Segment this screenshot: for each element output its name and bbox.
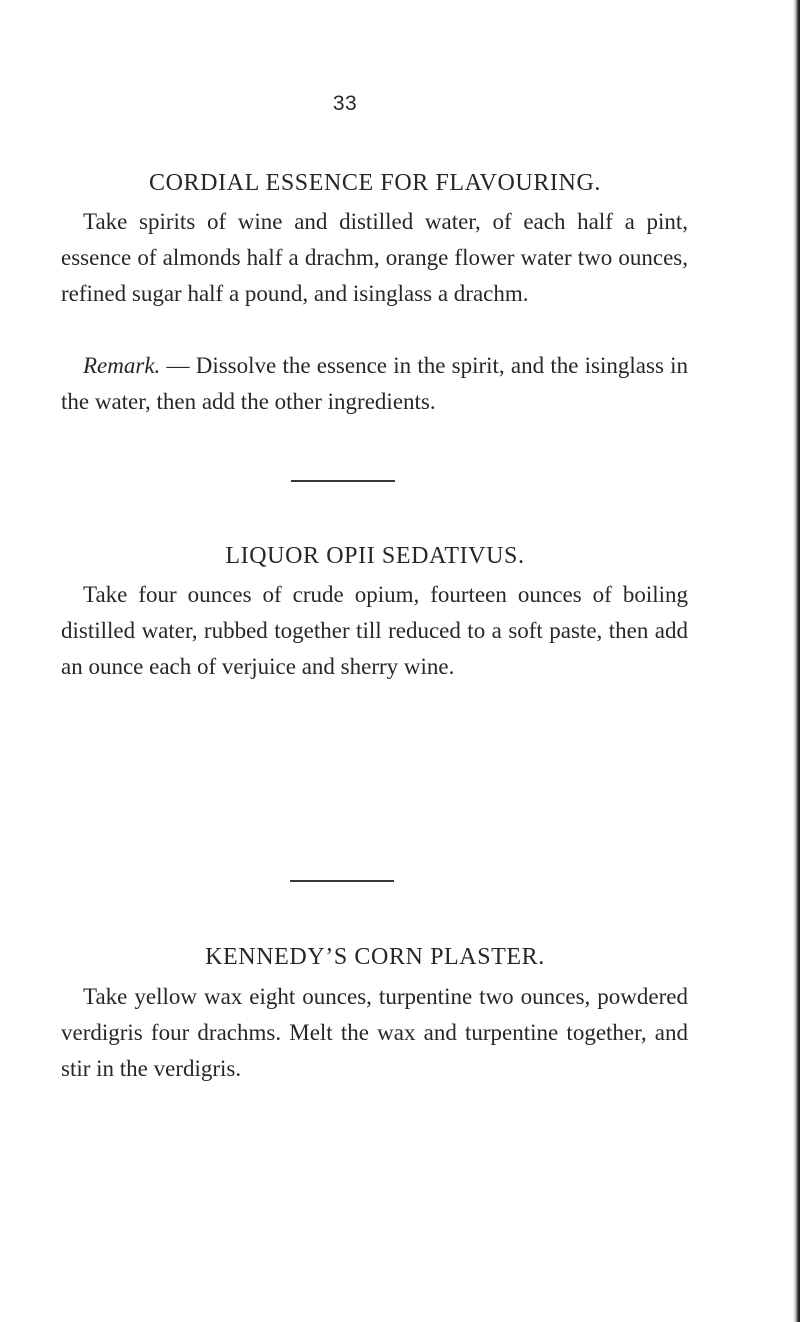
section-body-corn-plaster: Take yellow wax eight ounces, turpentine two ounces, powdered verdigris four drachms. Melt the wax and turpentine together, and stir in the verdigris. (61, 984, 688, 1081)
remark-label: Remark. (83, 353, 161, 378)
section-heading-cordial-essence: CORDIAL ESSENCE FOR FLAVOURING. (149, 170, 601, 196)
section-divider (291, 480, 395, 482)
page-number: 33 (332, 92, 358, 115)
remark-text: — Dissolve the essence in the spirit, and the isinglass in the water, then add the other ingredients. (61, 353, 688, 414)
page-edge-shadow (793, 0, 800, 1322)
section-body-liquor-opii: Take four ounces of crude opium, fourteen ounces of boiling distilled water, rubbed together till reduced to a soft paste, then add an ounce each of verjuice and sherry wine. (61, 582, 688, 679)
section-heading-liquor-opii: LIQUOR OPII SEDATIVUS. (225, 543, 525, 569)
section-remark-cordial-essence (61, 348, 688, 420)
section-divider (290, 880, 394, 882)
section-body-cordial-essence: Take spirits of wine and distilled water, of each half a pint, essence of almonds half a drachm, orange flower water two ounces, refined sugar half a pound, and isinglass a drachm. (61, 209, 688, 306)
section-heading-corn-plaster: KENNEDY’S CORN PLASTER. (205, 944, 545, 970)
